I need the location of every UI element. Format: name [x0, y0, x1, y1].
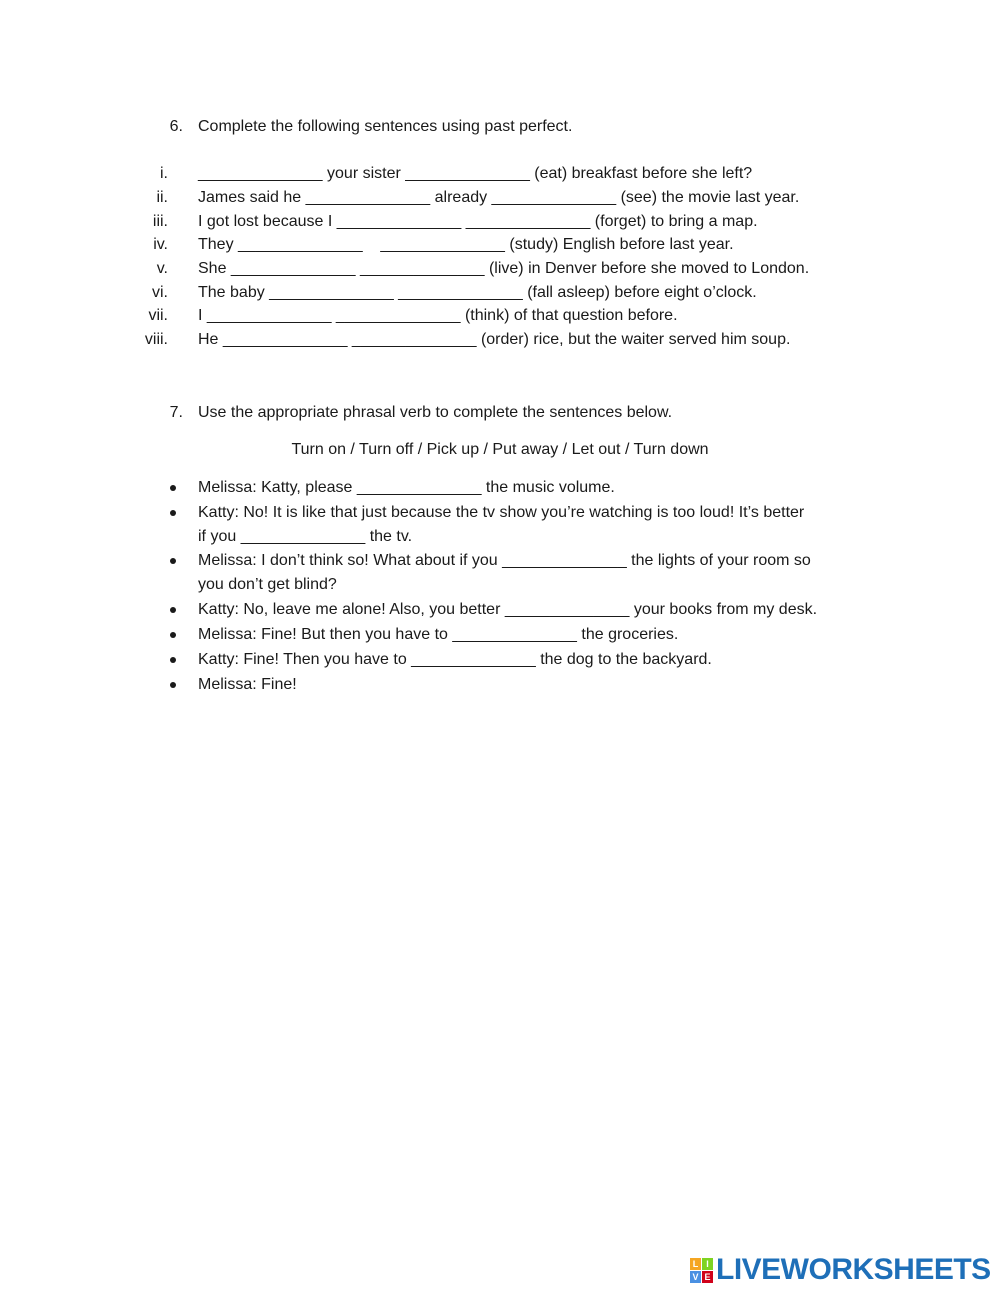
dialogue-line: Katty: Fine! Then you have to ______________ the dog to the backyard.: [198, 651, 712, 668]
item-numeral: v.: [156, 260, 168, 277]
item-numeral: iv.: [153, 236, 168, 253]
item-numeral: i.: [160, 165, 168, 182]
item-sentence: I ______________ ______________ (think) of that question before.: [198, 307, 678, 324]
item-numeral: vii.: [148, 307, 168, 324]
logo-mark-icon: [690, 1258, 713, 1283]
dialogue-line-continued: you don’t get blind?: [198, 576, 337, 593]
bullet-dot: [170, 607, 176, 613]
dialogue-line: Melissa: Fine!: [198, 676, 297, 693]
item-sentence: He ______________ ______________ (order) rice, but the waiter served him soup.: [198, 331, 791, 348]
question-number-6: 6.: [169, 118, 183, 135]
item-numeral: viii.: [144, 331, 168, 348]
dialogue-line: Katty: No! It is like that just because the tv show you’re watching is too loud! It’s better: [198, 504, 805, 521]
bullet-dot: [170, 485, 176, 491]
bullet-dot: [170, 510, 176, 516]
bullet-dot: [170, 558, 176, 564]
liveworksheets-logo: [690, 1253, 991, 1286]
logo-mark-letter: V: [690, 1271, 701, 1283]
dialogue-line: Melissa: I don’t think so! What about if you ______________ the lights of your room so: [198, 552, 811, 569]
item-sentence: She ______________ ______________ (live) in Denver before she moved to London.: [198, 260, 810, 277]
logo-mark-letter: I: [702, 1258, 713, 1270]
bullet-dot: [170, 632, 176, 638]
item-sentence: The baby ______________ ______________ (fall asleep) before eight o’clock.: [198, 284, 757, 301]
bullet-dot: [170, 657, 176, 663]
item-numeral: ii.: [156, 189, 168, 206]
item-sentence: ______________ your sister ______________ (eat) breakfast before she left?: [198, 165, 753, 182]
bullet-dot: [170, 682, 176, 688]
item-numeral: vi.: [152, 284, 168, 301]
question-number-7: 7.: [169, 404, 183, 421]
item-numeral: iii.: [152, 213, 168, 230]
dialogue-line-continued: if you ______________ the tv.: [198, 528, 413, 545]
dialogue-line: Melissa: Fine! But then you have to ______________ the groceries.: [198, 626, 679, 643]
item-sentence: I got lost because I ______________ ______________ (forget) to bring a map.: [198, 213, 758, 230]
item-sentence: James said he ______________ already ______________ (see) the movie last year.: [198, 189, 800, 206]
logo-mark-letter: L: [690, 1258, 701, 1270]
dialogue-line: Melissa: Katty, please ______________ the music volume.: [198, 479, 615, 496]
dialogue-line: Katty: No, leave me alone! Also, you better ______________ your books from my desk.: [198, 601, 818, 618]
question-6-instruction: Complete the following sentences using past perfect.: [198, 118, 573, 135]
logo-mark-letter: E: [702, 1271, 713, 1283]
word-bank: Turn on / Turn off / Pick up / Put away / Let out / Turn down: [291, 441, 709, 458]
item-sentence: They ______________ ______________ (study) English before last year.: [198, 236, 734, 253]
question-7-instruction: Use the appropriate phrasal verb to complete the sentences below.: [198, 404, 673, 421]
logo-text: LIVEWORKSHEETS: [716, 1253, 991, 1286]
